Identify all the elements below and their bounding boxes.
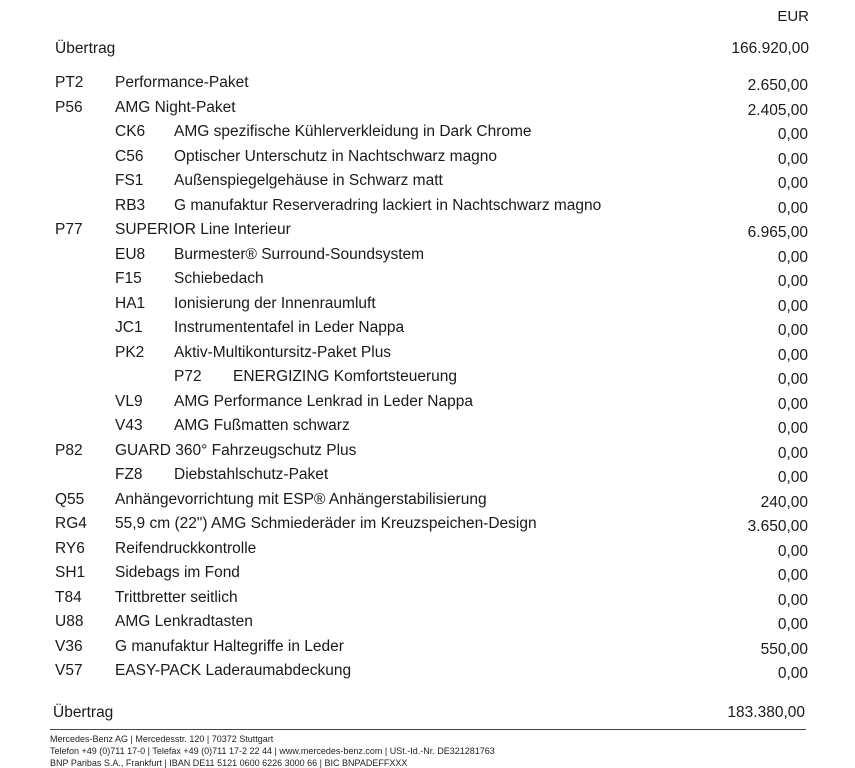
option-code: EU8: [115, 245, 146, 263]
option-code: FZ8: [115, 466, 143, 483]
option-row: [0, 243, 855, 268]
carry-over-amount: 183.380,00: [727, 704, 805, 721]
option-description: Optischer Unterschutz in Nachtschwarz magno: [174, 147, 498, 165]
option-code: P72: [174, 368, 202, 385]
option-price: 0,00: [777, 616, 808, 633]
option-row: [0, 537, 855, 562]
option-description: AMG Performance Lenkrad in Leder Nappa: [174, 392, 473, 410]
option-price: 0,00: [777, 542, 808, 560]
option-description: Diebstahlschutz-Paket: [174, 466, 329, 483]
option-code: P56: [55, 98, 83, 116]
option-description: Reifendruckkontrolle: [115, 539, 257, 557]
option-price: 240,00: [760, 493, 808, 511]
option-row: [0, 586, 855, 611]
option-price: 0,00: [777, 199, 808, 217]
option-code: JC1: [115, 319, 143, 336]
option-price: 0,00: [777, 567, 808, 584]
option-code: HA1: [115, 294, 146, 312]
carry-over-bottom: [53, 704, 805, 722]
option-description: Instrumententafel in Leder Nappa: [174, 319, 405, 336]
option-code: V36: [55, 637, 83, 655]
option-description: Anhängevorrichtung mit ESP® Anhängerstabilisierung: [115, 490, 487, 508]
option-code: RY6: [55, 539, 85, 557]
option-description: EASY-PACK Laderaumabdeckung: [115, 662, 352, 679]
option-row: [0, 316, 855, 341]
option-price: 0,00: [777, 175, 808, 192]
option-description: Schiebedach: [174, 270, 264, 287]
option-price: 0,00: [777, 371, 808, 388]
option-description: Ionisierung der Innenraumluft: [174, 294, 376, 312]
option-price: 0,00: [777, 248, 808, 266]
option-description: G manufaktur Reserveradring lackiert in Nachtschwarz magno: [174, 196, 602, 214]
option-description: Performance-Paket: [115, 74, 249, 91]
option-description: Burmester® Surround-Soundsystem: [174, 245, 425, 263]
option-price: 0,00: [777, 591, 808, 609]
option-row: [0, 463, 855, 488]
option-description: AMG Lenkradtasten: [115, 613, 253, 630]
footer-bank: BNP Paribas S.A., Frankfurt | IBAN DE11 5121 0600 6226 3000 66 | BIC BNPADEFFXXX: [50, 758, 408, 768]
option-price: 2.650,00: [747, 77, 808, 94]
option-code: C56: [115, 147, 144, 165]
option-row: [0, 169, 855, 194]
option-row: [0, 390, 855, 415]
option-price: 0,00: [777, 444, 808, 462]
footer-contact: Telefon +49 (0)711 17-0 | Telefax +49 (0)711 17-2 22 44 | www.mercedes-benz.com | USt.-Id.-Nr. DE321281763: [50, 746, 495, 756]
option-code: PT2: [55, 74, 84, 91]
footer-divider: [50, 729, 806, 730]
option-price: 0,00: [777, 126, 808, 143]
option-row: [0, 341, 855, 366]
option-row: [0, 218, 855, 243]
option-description: SUPERIOR Line Interieur: [115, 221, 291, 238]
option-price: 0,00: [777, 469, 808, 486]
option-description: Trittbretter seitlich: [115, 588, 238, 606]
option-code: F15: [115, 270, 142, 287]
option-price: 0,00: [777, 150, 808, 168]
carry-over-top: [55, 40, 809, 58]
option-list: [0, 71, 855, 684]
option-row: [0, 439, 855, 464]
option-code: CK6: [115, 123, 146, 140]
option-price: 550,00: [760, 640, 808, 658]
option-price: 3.650,00: [747, 518, 808, 535]
option-row: [0, 659, 855, 684]
option-code: Q55: [55, 490, 85, 508]
option-code: RB3: [115, 196, 146, 214]
option-description: 55,9 cm (22") AMG Schmiederäder im Kreuzspeichen-Design: [115, 515, 537, 532]
carry-over-label: Übertrag: [53, 704, 114, 721]
option-description: Sidebags im Fond: [115, 564, 240, 581]
option-row: [0, 610, 855, 635]
option-code: PK2: [115, 343, 145, 361]
option-description: ENERGIZING Komfortsteuerung: [233, 368, 457, 385]
option-code: U88: [55, 613, 84, 630]
option-code: FS1: [115, 172, 144, 189]
option-row: [0, 71, 855, 96]
option-price: 6.965,00: [747, 224, 808, 241]
option-row: [0, 120, 855, 145]
footer: [50, 733, 810, 768]
option-row: [0, 365, 855, 390]
option-description: G manufaktur Haltegriffe in Leder: [115, 637, 344, 655]
carry-over-label: Übertrag: [55, 40, 116, 57]
option-row: [0, 292, 855, 317]
option-row: [0, 145, 855, 170]
option-row: [0, 96, 855, 121]
option-price: 0,00: [777, 297, 808, 315]
option-description: Aktiv-Multikontursitz-Paket Plus: [174, 343, 392, 361]
option-price: 2.405,00: [747, 101, 808, 119]
option-price: 0,00: [777, 665, 808, 682]
option-row: [0, 512, 855, 537]
option-description: Außenspiegelgehäuse in Schwarz matt: [174, 172, 443, 189]
option-row: [0, 267, 855, 292]
option-price: 0,00: [777, 273, 808, 290]
option-price: 0,00: [777, 395, 808, 413]
option-code: SH1: [55, 564, 86, 581]
option-code: P77: [55, 221, 83, 238]
option-price: 0,00: [777, 322, 808, 339]
option-row: [0, 414, 855, 439]
option-price: 0,00: [777, 346, 808, 364]
carry-over-amount: 166.920,00: [731, 40, 809, 57]
option-row: [0, 635, 855, 660]
currency-header: EUR: [777, 8, 809, 25]
option-code: RG4: [55, 515, 87, 532]
option-row: [0, 488, 855, 513]
option-description: AMG Fußmatten schwarz: [174, 417, 350, 434]
option-code: V43: [115, 417, 143, 434]
footer-address: Mercedes-Benz AG | Mercedesstr. 120 | 70372 Stuttgart: [50, 734, 274, 744]
option-description: GUARD 360° Fahrzeugschutz Plus: [115, 441, 357, 459]
option-row: [0, 194, 855, 219]
option-code: T84: [55, 588, 82, 606]
option-code: P82: [55, 441, 83, 459]
option-price: 0,00: [777, 420, 808, 437]
option-description: AMG Night-Paket: [115, 98, 236, 116]
option-description: AMG spezifische Kühlerverkleidung in Dark Chrome: [174, 123, 532, 140]
option-code: VL9: [115, 392, 143, 410]
option-code: V57: [55, 662, 83, 679]
option-row: [0, 561, 855, 586]
